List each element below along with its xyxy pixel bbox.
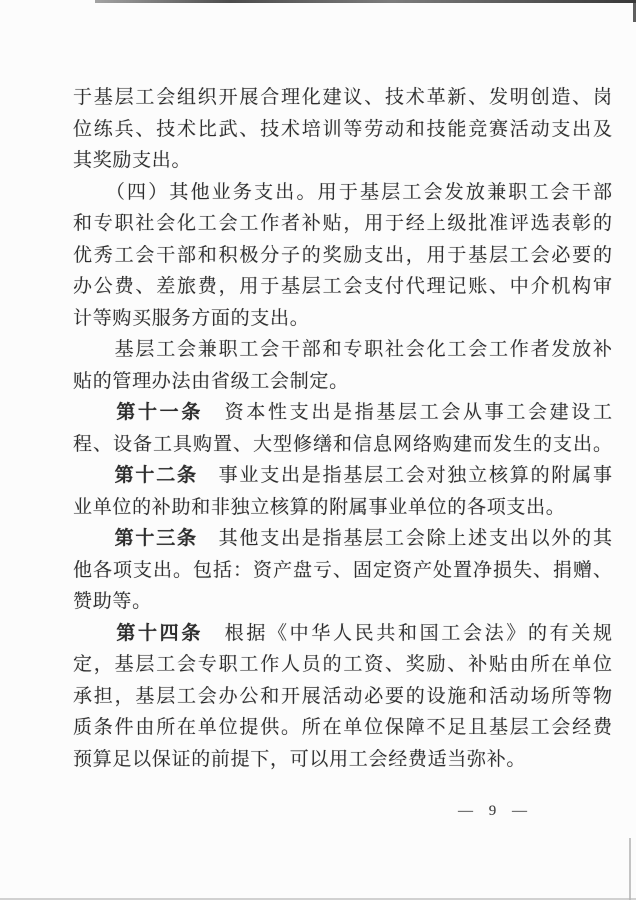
text-line: 于基层工会组织开展合理化建议、技术革新、发明创造、岗 [73,87,612,108]
page-number: — 9 — [458,803,533,819]
text-line: 第十二条 事业支出是指基层工会对独立核算的附属事 [73,465,612,486]
text-line: 第十四条 根据《中华人民共和国工会法》的有关规 [73,622,612,644]
text-line: 质条件由所在单位提供。所在单位保障不足且基层工会经费 [73,717,612,738]
scan-edge-top [95,0,636,3]
article-heading: 第十四条 [73,622,203,644]
text-line: 业单位的补助和非独立核算的附属事业单位的各项支出。 [73,496,566,518]
document-text [73,82,612,775]
text-line: （四）其他业务支出。用于基层工会发放兼职工会干部 [73,181,612,203]
text-line: 贴的管理办法由省级工会制定。 [73,370,349,392]
text-line: 定，基层工会专职工作人员的工资、奖励、补贴由所在单位 [73,654,612,675]
article-heading: 第十三条 [73,528,198,549]
article-heading: 第十二条 [73,465,198,486]
text-line: 优秀工会干部和积极分子的奖励支出，用于基层工会必要的 [73,244,612,266]
text-line: 基层工会兼职工会干部和专职社会化工会工作者发放补 [73,339,612,360]
text-line: 和专职社会化工会工作者补贴，用于经上级批准评选表彰的 [73,213,612,234]
scan-edge-right-bottom [629,838,631,900]
text-line: 位练兵、技术比武、技术培训等劳动和技能竞赛活动支出及 [73,118,612,140]
text-line: 承担，基层工会办公和开展活动必要的设施和活动场所等物 [73,685,612,707]
text-line: 办公费、差旅费，用于基层工会支付代理记账、中介机构审 [73,276,612,297]
text-line: 赞助等。 [73,591,152,612]
text-line: 第十一条 资本性支出是指基层工会从事工会建设工 [73,402,612,423]
text-line: 计等购买服务方面的支出。 [73,307,310,329]
text-line: 第十三条 其他支出是指基层工会除上述支出以外的其 [73,528,612,549]
text-line: 程、设备工具购置、大型修缮和信息网络购建而发生的支出。 [73,433,612,455]
article-heading: 第十一条 [73,402,203,423]
text-line: 预算足以保证的前提下，可以用工会经费适当弥补。 [73,748,527,770]
text-line: 他各项支出。包括：资产盘亏、固定资产处置净损失、捐赠、 [73,559,612,581]
text-line: 其奖励支出。 [73,150,192,171]
